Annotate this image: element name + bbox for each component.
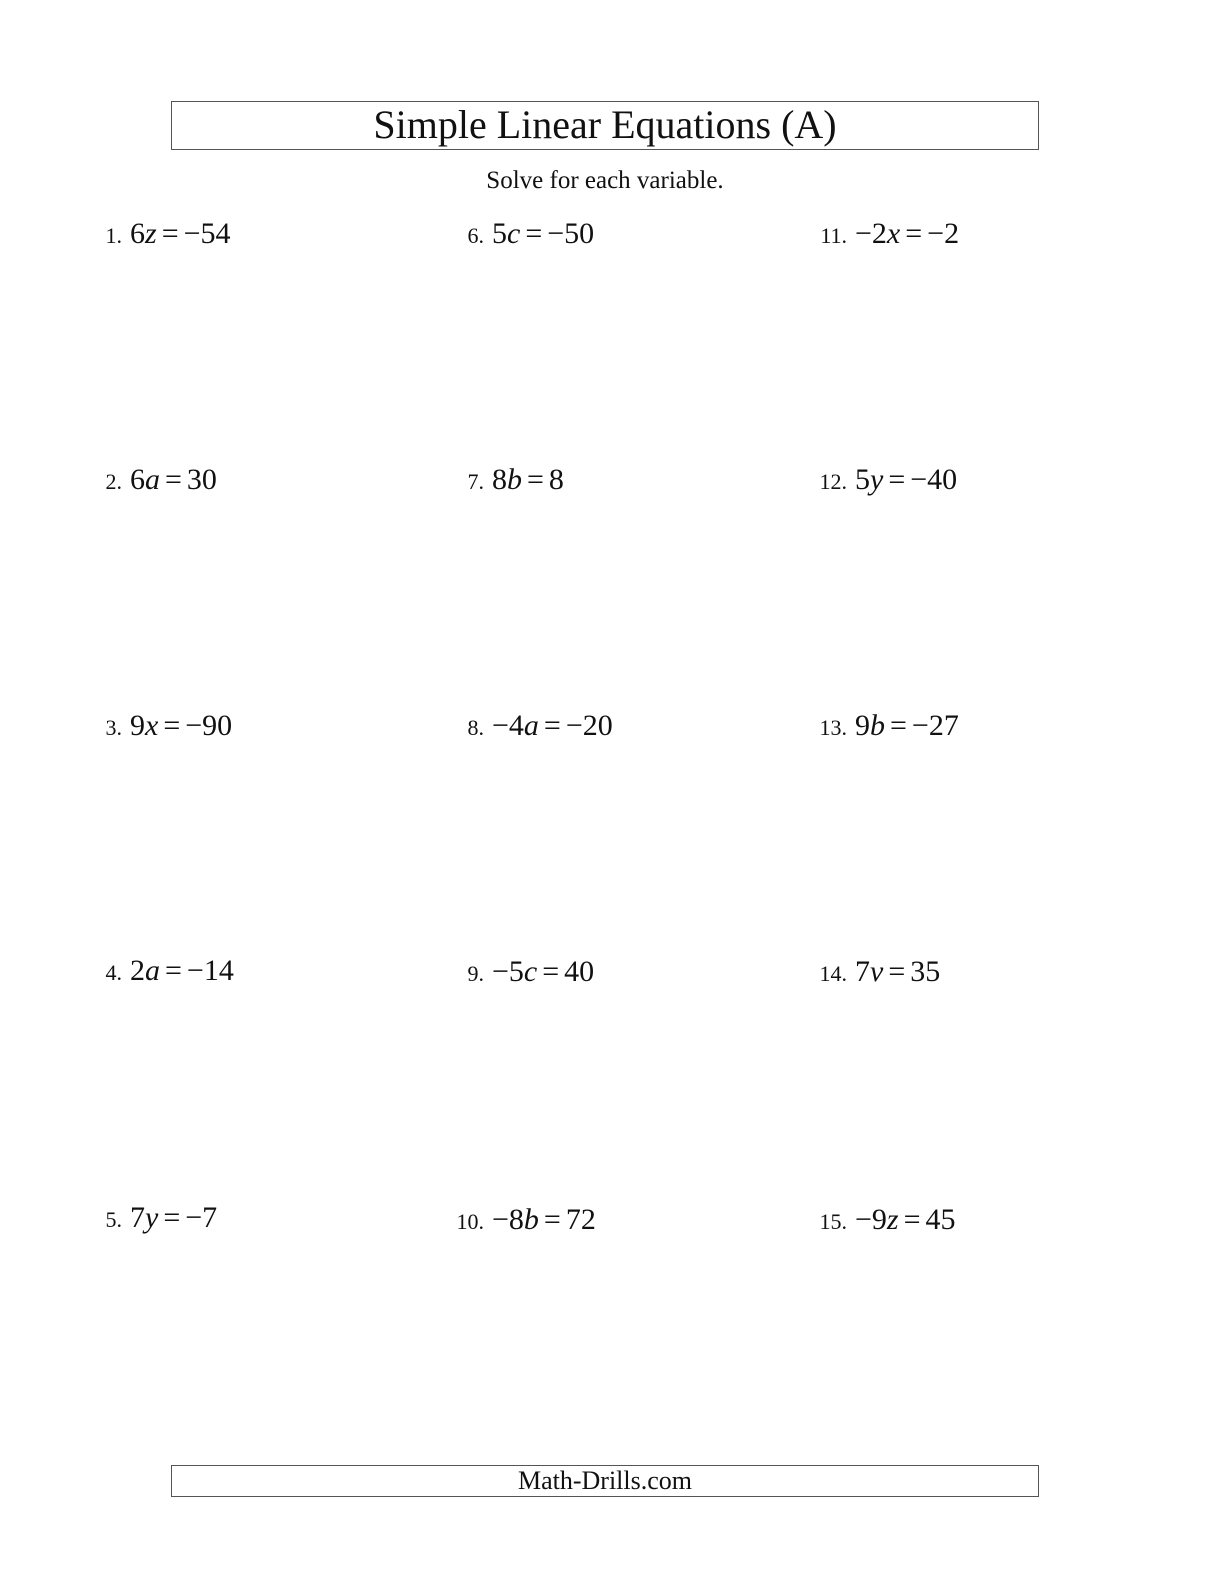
problem-number: 13. [819, 715, 847, 740]
equals-sign: = [888, 955, 906, 988]
equals-sign: = [165, 954, 182, 987]
coefficient: 5 [492, 217, 507, 250]
problem-number: 11. [820, 223, 847, 248]
equals-sign: = [543, 709, 561, 742]
right-hand-side: −40 [910, 463, 958, 496]
variable: a [523, 709, 539, 742]
problem-item [100, 708, 232, 746]
problem-item [815, 462, 957, 500]
coefficient: −2 [855, 217, 887, 250]
coefficient: 2 [130, 954, 145, 987]
coefficient: 7 [855, 955, 870, 988]
problem-number: 7. [467, 469, 484, 494]
right-hand-side: −90 [185, 709, 233, 742]
problem-item [452, 462, 564, 500]
coefficient: −8 [492, 1203, 524, 1236]
problem-item [452, 954, 594, 992]
problem-item [815, 708, 959, 746]
right-hand-side: −54 [183, 217, 231, 250]
equals-sign: = [543, 1203, 561, 1236]
variable: x [886, 217, 901, 250]
equals-sign: = [163, 1201, 181, 1234]
equals-sign: = [542, 955, 560, 988]
problem-number: 6. [467, 223, 484, 248]
coefficient: 7 [130, 1201, 145, 1234]
problem-item [100, 462, 217, 500]
problem-item [815, 216, 959, 254]
coefficient: 9 [855, 709, 870, 742]
problem-item [452, 1202, 596, 1240]
variable: b [507, 463, 522, 496]
variable: a [145, 954, 160, 987]
equals-sign: = [165, 463, 182, 496]
right-hand-side: −7 [185, 1201, 218, 1234]
right-hand-side: −14 [186, 954, 234, 987]
right-hand-side: 8 [548, 463, 564, 496]
variable: y [870, 463, 884, 496]
problem-item [452, 708, 613, 746]
right-hand-side: −50 [547, 217, 595, 250]
variable: y [145, 1201, 159, 1234]
equals-sign: = [525, 217, 543, 250]
worksheet-title: Simple Linear Equations (A) [171, 101, 1039, 150]
problem-item [100, 216, 231, 254]
coefficient: 6 [130, 463, 145, 496]
coefficient: −9 [855, 1203, 887, 1236]
variable: c [523, 955, 538, 988]
problem-number: 10. [456, 1209, 484, 1234]
coefficient: −5 [492, 955, 524, 988]
right-hand-side: 40 [564, 955, 595, 988]
footer-source: Math-Drills.com [171, 1465, 1039, 1497]
right-hand-side: −2 [927, 217, 960, 250]
problem-number: 12. [819, 469, 847, 494]
problem-number: 14. [819, 961, 847, 986]
coefficient: −4 [492, 709, 524, 742]
coefficient: 9 [130, 709, 145, 742]
right-hand-side: −27 [911, 709, 959, 742]
equals-sign: = [527, 463, 544, 496]
equals-sign: = [903, 1203, 921, 1236]
problem-number: 8. [467, 715, 484, 740]
equals-sign: = [890, 709, 907, 742]
variable: c [507, 217, 521, 250]
equals-sign: = [905, 217, 923, 250]
problem-item [100, 1200, 217, 1238]
problem-number: 4. [105, 960, 122, 985]
variable: a [145, 463, 160, 496]
right-hand-side: 35 [910, 955, 941, 988]
coefficient: 8 [492, 463, 507, 496]
variable: x [145, 709, 159, 742]
problem-number: 5. [105, 1207, 122, 1232]
equals-sign: = [888, 463, 906, 496]
problem-item [100, 953, 234, 991]
right-hand-side: 30 [186, 463, 217, 496]
variable: b [870, 709, 885, 742]
variable: z [886, 1203, 899, 1236]
coefficient: 5 [855, 463, 870, 496]
right-hand-side: −20 [565, 709, 613, 742]
problem-item [815, 1202, 956, 1240]
right-hand-side: 72 [565, 1203, 596, 1236]
problem-number: 15. [819, 1209, 847, 1234]
equals-sign: = [163, 709, 181, 742]
variable: b [523, 1203, 539, 1236]
variable: v [870, 955, 884, 988]
equals-sign: = [161, 217, 179, 250]
instructions: Solve for each variable. [486, 167, 724, 194]
right-hand-side: 45 [925, 1203, 956, 1236]
problem-number: 1. [105, 223, 122, 248]
coefficient: 6 [130, 217, 145, 250]
problem-item [452, 216, 594, 254]
problem-number: 9. [467, 961, 484, 986]
problem-number: 3. [105, 715, 122, 740]
problem-number: 2. [105, 469, 122, 494]
problem-item [815, 954, 940, 992]
variable: z [145, 217, 157, 250]
